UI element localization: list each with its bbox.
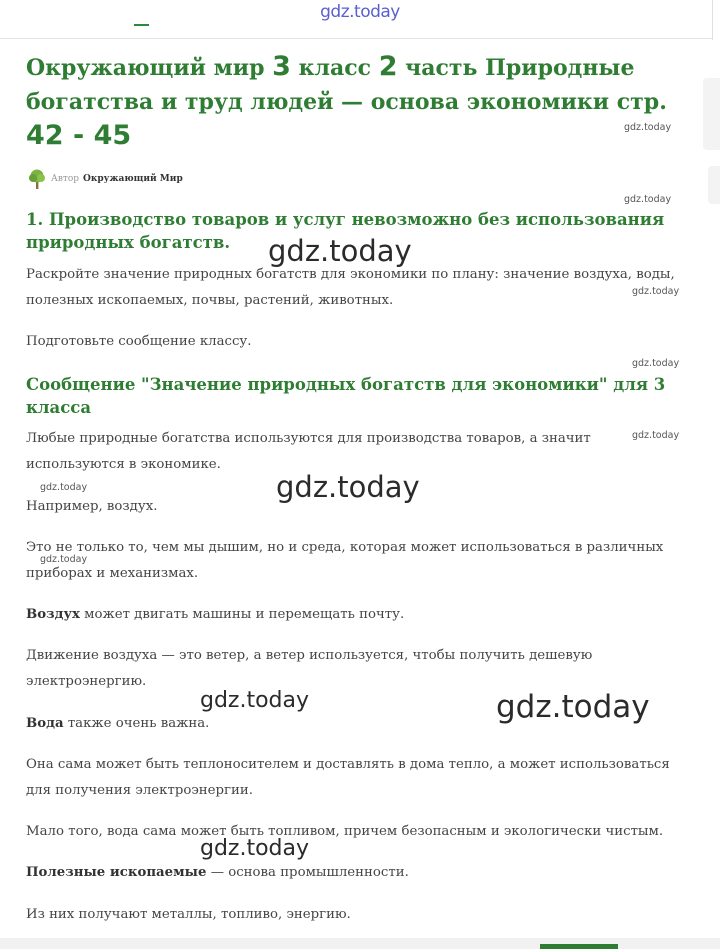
watermark: gdz.today [40,482,88,493]
message-paragraph: Движение воздуха — это ветер, а ветер используется, чтобы получить дешевую электроэнергию. [26,648,593,689]
watermark: gdz.today [632,286,680,297]
watermark: gdz.today [40,554,88,565]
task-heading: 1. Производство товаров и услуг невозможно без использования природных богатств. [26,210,665,252]
message-paragraph: Например, воздух. [26,499,158,514]
message-paragraph: Полезные ископаемые — основа промышленности. [26,865,409,880]
watermark: gdz.today [632,358,680,369]
message-heading: Сообщение "Значение природных богатств для экономики" для 3 класса [26,375,666,417]
watermark: gdz.today [268,234,412,268]
message-paragraph: Воздух может двигать машины и перемещать почту. [26,607,405,622]
side-panel-tab-secondary[interactable] [708,166,720,204]
author-label: Автор [51,174,80,184]
tree-icon [26,168,48,190]
author-line [26,168,183,190]
watermark: gdz.today [200,688,310,713]
watermark: gdz.today [200,836,310,861]
message-paragraph: Это не только то, чем мы дышим, но и среда, которая может использоваться в различных приборах и механизмах. [26,540,664,581]
watermark: gdz.today [276,470,420,504]
watermark: gdz.today [632,430,680,441]
footer-accent[interactable] [540,944,618,949]
message-paragraph: Мало того, вода сама может быть топливом, причем безопасным и экологически чистым. [26,824,664,839]
watermark: gdz.today [624,122,672,133]
message-paragraph: Из них получают металлы, топливо, энергию. [26,907,351,922]
site-logo[interactable]: gdz.today [320,2,400,22]
message-paragraph: Вода также очень важна. [26,716,210,731]
menu-indicator [134,24,149,26]
page-title: Окружающий мир 3 класс 2 часть Природные богатства и труд людей — основа экономики стр. 42 - 45 [26,51,667,151]
watermark: gdz.today [624,194,672,205]
watermark: gdz.today [496,689,650,725]
message-paragraph: Она сама может быть теплоносителем и доставлять в дома тепло, а может использоваться для получения электроэнергии. [26,757,670,798]
side-panel-tab[interactable] [703,78,720,150]
header-divider [0,38,712,39]
header-edge [712,0,713,40]
task-paragraph: Раскройте значение природных богатств для экономики по плану: значение воздуха, воды, полезных ископаемых, почвы, растений, животных. [26,267,675,308]
task-paragraph: Подготовьте сообщение классу. [26,334,252,349]
author-name[interactable]: Окружающий Мир [83,174,183,184]
message-paragraph: Любые природные богатства используются для производства товаров, а значит используются в экономике. [26,431,591,472]
